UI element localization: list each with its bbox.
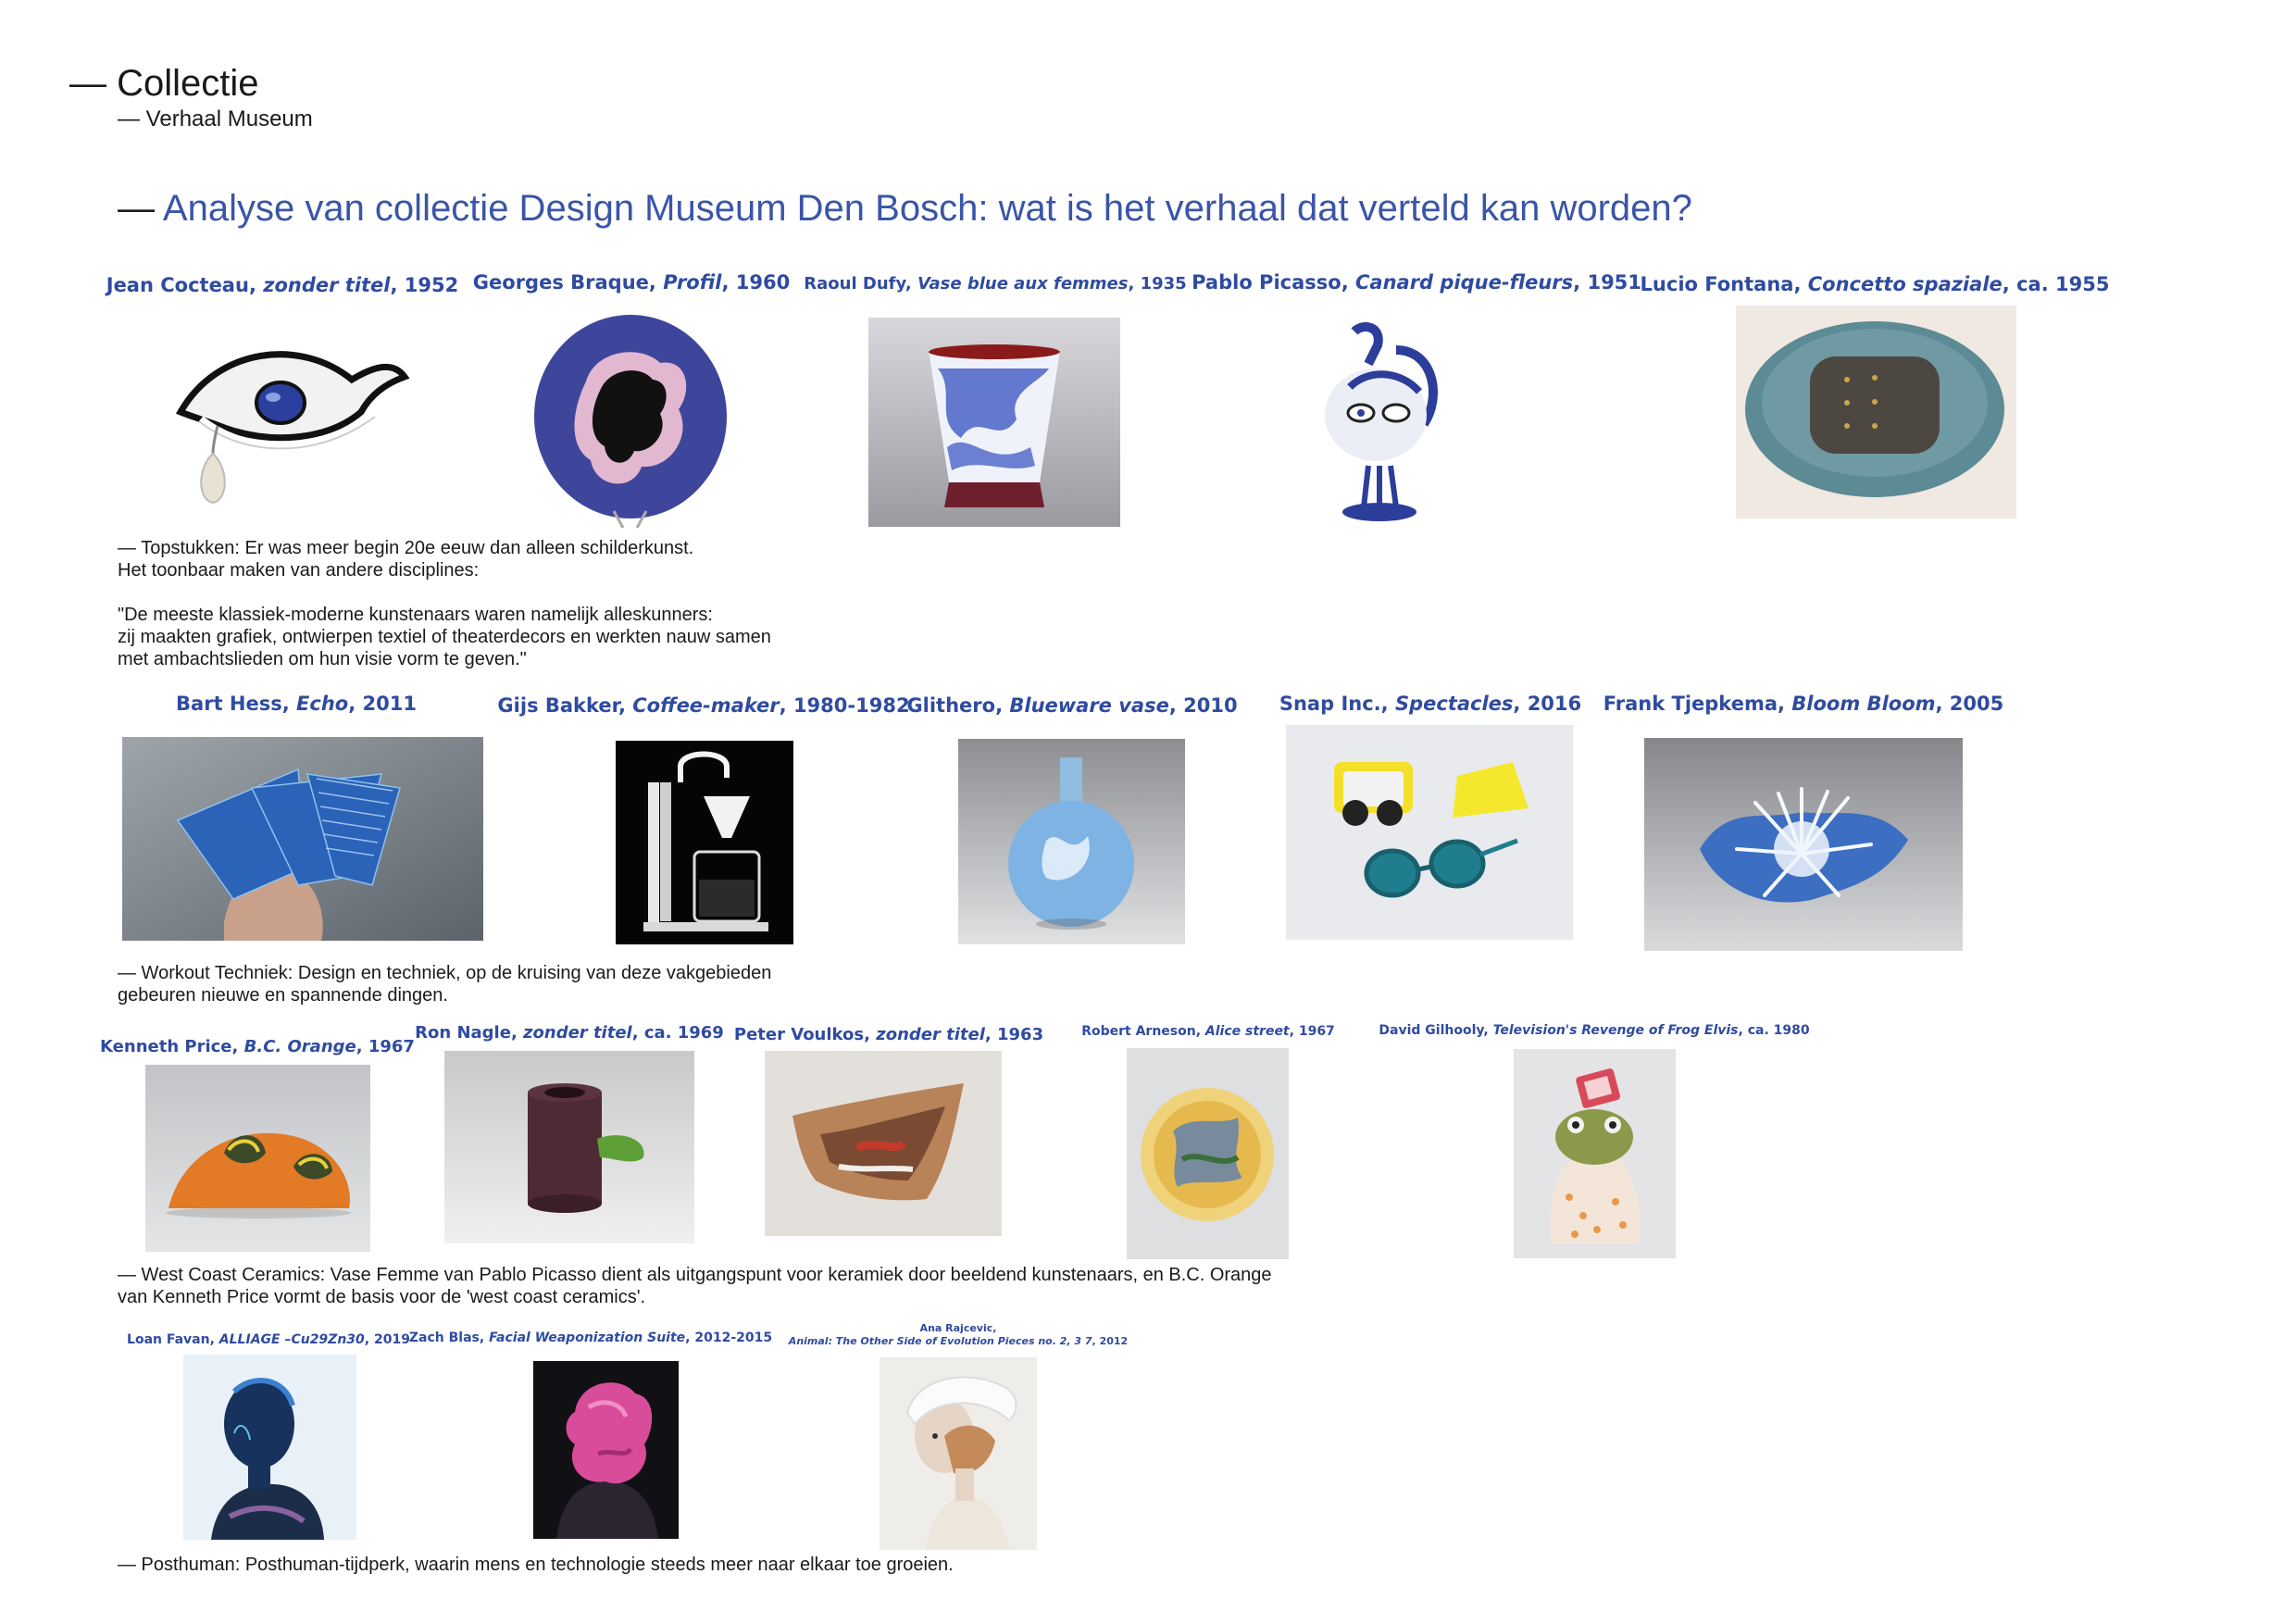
artwork-image-snap-spectacles bbox=[1286, 725, 1573, 940]
caption-picasso: Pablo Picasso, Canard pique-fleurs, 1951 bbox=[1192, 271, 1641, 294]
caption-cocteau: Jean Cocteau, zonder titel, 1952 bbox=[106, 274, 459, 296]
caption-rajcevic: Ana Rajcevic, Animal: The Other Side of Evolution Pieces no. 2, 3 7, 2012 bbox=[788, 1322, 1129, 1347]
artwork-image-braque-plate bbox=[530, 307, 731, 532]
section-heading bbox=[118, 185, 1692, 231]
artwork-image-fontana-plate bbox=[1736, 306, 2016, 518]
artwork-image-favan-alliage bbox=[183, 1355, 356, 1540]
artwork-image-gilhooly-frog bbox=[1514, 1049, 1676, 1258]
caption-dufy: Raoul Dufy, Vase blue aux femmes, 1935 bbox=[804, 274, 1187, 294]
artwork-image-cocteau-brooch bbox=[162, 329, 421, 514]
artwork-image-blas-mask bbox=[533, 1361, 679, 1539]
caption-arneson: Robert Arneson, Alice street, 1967 bbox=[1081, 1024, 1335, 1039]
caption-hess: Bart Hess, Echo, 2011 bbox=[176, 693, 417, 715]
artwork-image-price-bc-orange bbox=[145, 1065, 370, 1252]
page-title: — Collectie bbox=[69, 63, 259, 104]
paragraph-workout-techniek: — Workout Techniek: Design en techniek, op de kruising van deze vakgebieden gebeuren nieuwe en spannende dingen. bbox=[118, 963, 772, 1006]
artwork-image-nagle-cup bbox=[444, 1051, 694, 1243]
artwork-image-glithero-vase bbox=[958, 739, 1185, 944]
artwork-image-bakker-coffee-maker bbox=[616, 741, 793, 944]
paragraph-west-coast-ceramics: — West Coast Ceramics: Vase Femme van Pablo Picasso dient als uitgangspunt voor keramiek door beeldend kunstenaars, en B.C. Orange van Kenneth Price vormt de basis voor de 'west coast ceramics'. bbox=[118, 1265, 1272, 1307]
caption-voulkos: Peter Voulkos, zonder titel, 1963 bbox=[733, 1025, 1044, 1044]
caption-bakker: Gijs Bakker, Coffee-maker, 1980-1982 bbox=[497, 694, 910, 717]
artwork-image-rajcevic-animal bbox=[880, 1357, 1037, 1550]
artwork-image-arneson-plate bbox=[1127, 1048, 1289, 1259]
artwork-image-hess-echo bbox=[122, 737, 483, 941]
caption-favan: Loan Favan, ALLIAGE –Cu29Zn30, 2019 bbox=[127, 1332, 410, 1347]
heading-text: Analyse van collectie Design Museum Den Bosch: wat is het verhaal dat verteld kan worden? bbox=[162, 188, 1692, 229]
artwork-image-picasso-pitcher bbox=[1294, 313, 1452, 530]
artwork-image-tjepkema-bloom bbox=[1644, 738, 1963, 951]
artwork-image-voulkos-plate bbox=[765, 1051, 1002, 1236]
caption-nagle: Ron Nagle, zonder titel, ca. 1969 bbox=[415, 1023, 724, 1043]
paragraph-topstukken: — Topstukken: Er was meer begin 20e eeuw dan alleen schilderkunst. Het toonbaar maken van andere disciplines: "De meeste klassiek-moderne kunstenaars waren namelijk alleskunners: zij maakten grafiek, ontwierpen textiel of theaterdecors en werkten nauw samen met ambachtslieden om hun visie vorm te geven." bbox=[118, 538, 771, 669]
caption-gilhooly: David Gilhooly, Television's Revenge of Frog Elvis, ca. 1980 bbox=[1379, 1023, 1810, 1038]
caption-fontana: Lucio Fontana, Concetto spaziale, ca. 1955 bbox=[1640, 273, 2110, 295]
caption-blas: Zach Blas, Facial Weaponization Suite, 2012-2015 bbox=[408, 1330, 773, 1345]
caption-price: Kenneth Price, B.C. Orange, 1967 bbox=[100, 1037, 415, 1056]
paragraph-posthuman: — Posthuman: Posthuman-tijdperk, waarin mens en technologie steeds meer naar elkaar toe groeien. bbox=[118, 1555, 954, 1575]
caption-snap: Snap Inc., Spectacles, 2016 bbox=[1279, 693, 1582, 715]
page-subtitle: — Verhaal Museum bbox=[118, 106, 313, 131]
caption-tjepkema: Frank Tjepkema, Bloom Bloom, 2005 bbox=[1603, 693, 2004, 715]
artwork-image-dufy-vase bbox=[868, 318, 1120, 527]
heading-dash: — bbox=[118, 188, 163, 229]
caption-braque: Georges Braque, Profil, 1960 bbox=[472, 271, 791, 294]
caption-glithero: Glithero, Blueware vase, 2010 bbox=[906, 694, 1238, 717]
